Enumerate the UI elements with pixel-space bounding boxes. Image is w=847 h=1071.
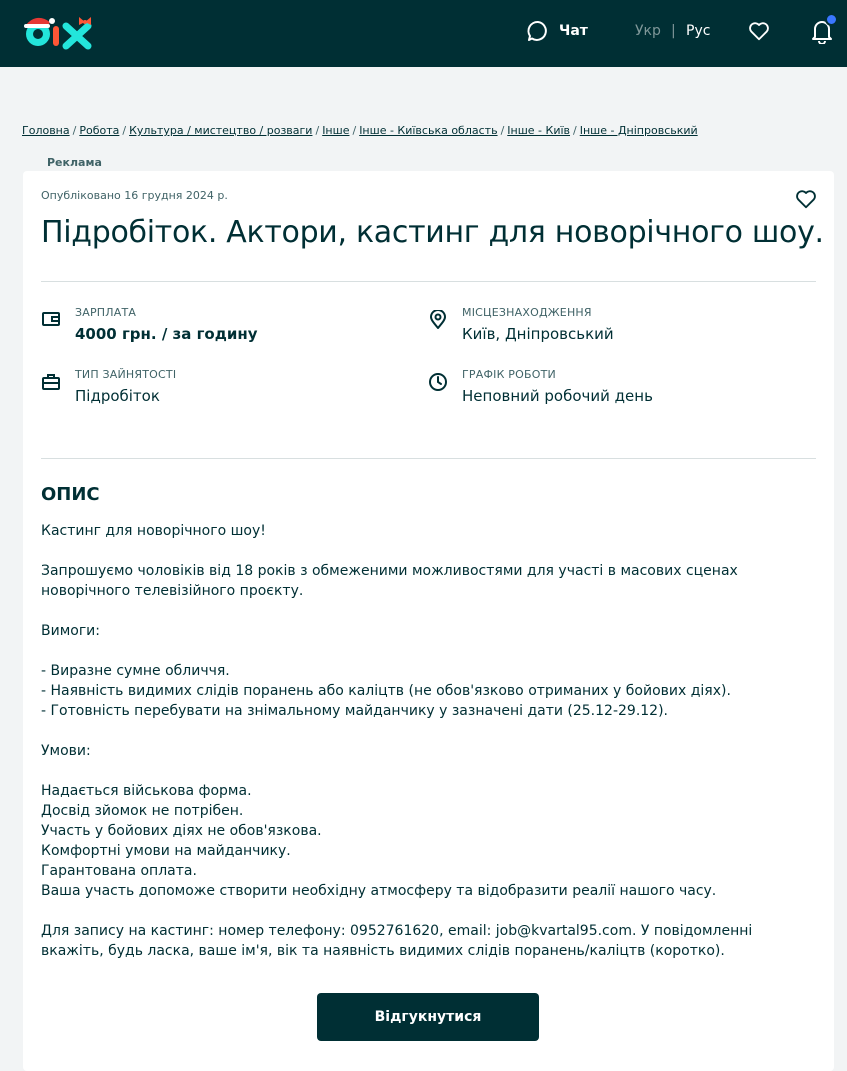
lang-ukr[interactable]: Укр (635, 23, 661, 39)
breadcrumb-item[interactable]: Головна (22, 124, 70, 137)
divider (41, 281, 816, 282)
heart-icon[interactable] (748, 20, 770, 42)
chat-label: Чат (559, 23, 588, 39)
location-pin-icon (428, 310, 448, 330)
param-label: ЗАРПЛАТА (75, 306, 137, 319)
favorite-heart-icon[interactable] (795, 188, 817, 210)
param-value: 4000 грн. / за годину (75, 325, 258, 343)
param-value: Підробіток (75, 387, 160, 405)
description-heading: ОПИС (41, 484, 100, 505)
param-label: ТИП ЗАЙНЯТОСТІ (75, 368, 177, 381)
divider (41, 458, 816, 459)
breadcrumb: Головна / Робота / Культура / мистецтво / розваги / Інше / Інше - Київська область / Інше - Київ / Інше - Дніпровський (22, 124, 698, 137)
param-value: Неповний робочий день (462, 387, 653, 405)
breadcrumb-item[interactable]: Інше - Дніпровський (579, 124, 698, 137)
published-date: Опубліковано 16 грудня 2024 р. (41, 189, 228, 202)
param-schedule (428, 368, 653, 405)
param-location (428, 306, 614, 343)
breadcrumb-item[interactable]: Інше (322, 124, 350, 137)
param-salary (41, 306, 258, 343)
breadcrumb-item[interactable]: Інше - Київська область (359, 124, 498, 137)
top-bar (0, 0, 847, 67)
wallet-icon (41, 310, 61, 328)
param-employment-type (41, 368, 176, 405)
apply-button[interactable]: Відгукнутися (317, 993, 539, 1041)
listing-title: Підробіток. Актори, кастинг для новорічного шоу. (41, 215, 824, 250)
lang-separator: | (671, 23, 676, 39)
breadcrumb-item[interactable]: Інше - Київ (507, 124, 571, 137)
param-label: ГРАФІК РОБОТИ (462, 368, 556, 381)
lang-rus[interactable]: Рус (686, 23, 711, 39)
param-value: Київ, Дніпровський (462, 325, 614, 343)
notification-badge (825, 13, 838, 26)
briefcase-icon (41, 372, 61, 392)
param-label: МІСЦЕЗНАХОДЖЕННЯ (462, 306, 592, 319)
listing-card (23, 171, 834, 1071)
breadcrumb-item[interactable]: Робота (79, 124, 120, 137)
clock-icon (428, 372, 448, 392)
breadcrumb-item[interactable]: Культура / мистецтво / розваги (129, 124, 313, 137)
chat-icon (527, 20, 549, 42)
olx-logo[interactable] (22, 12, 96, 52)
chat-link[interactable] (527, 20, 588, 42)
description-text: Кастинг для новорічного шоу! Запрошуємо чоловіків від 18 років з обмеженими можливостями для участі в масових сценах новорічного телевізійного проєкту. Вимоги: - Виразне сумне обличчя. - Наявність видимих слідів поранень або каліцтв (не обов'язково отриманих у бойових діях). - Готовність перебувати на знімальному майданчику у зазначені дати (25.12-29.12). Умови: Надається військова форма. Досвід зйомок не потрібен. Участь у бойових діях не обов'язкова. Комфортні умови на майданчику. Гарантована оплата. Ваша участь допоможе створити необхідну атмосферу та відобразити реалії нашого часу. Для запису на кастинг: номер телефону: 0952761620, email: job@kvartal95.com. У повідомленні вкажіть, будь ласка, ваше ім'я, вік та наявність видимих слідів поранень/каліцтв (коротко). (41, 523, 753, 959)
ad-label: Реклама (47, 156, 102, 169)
